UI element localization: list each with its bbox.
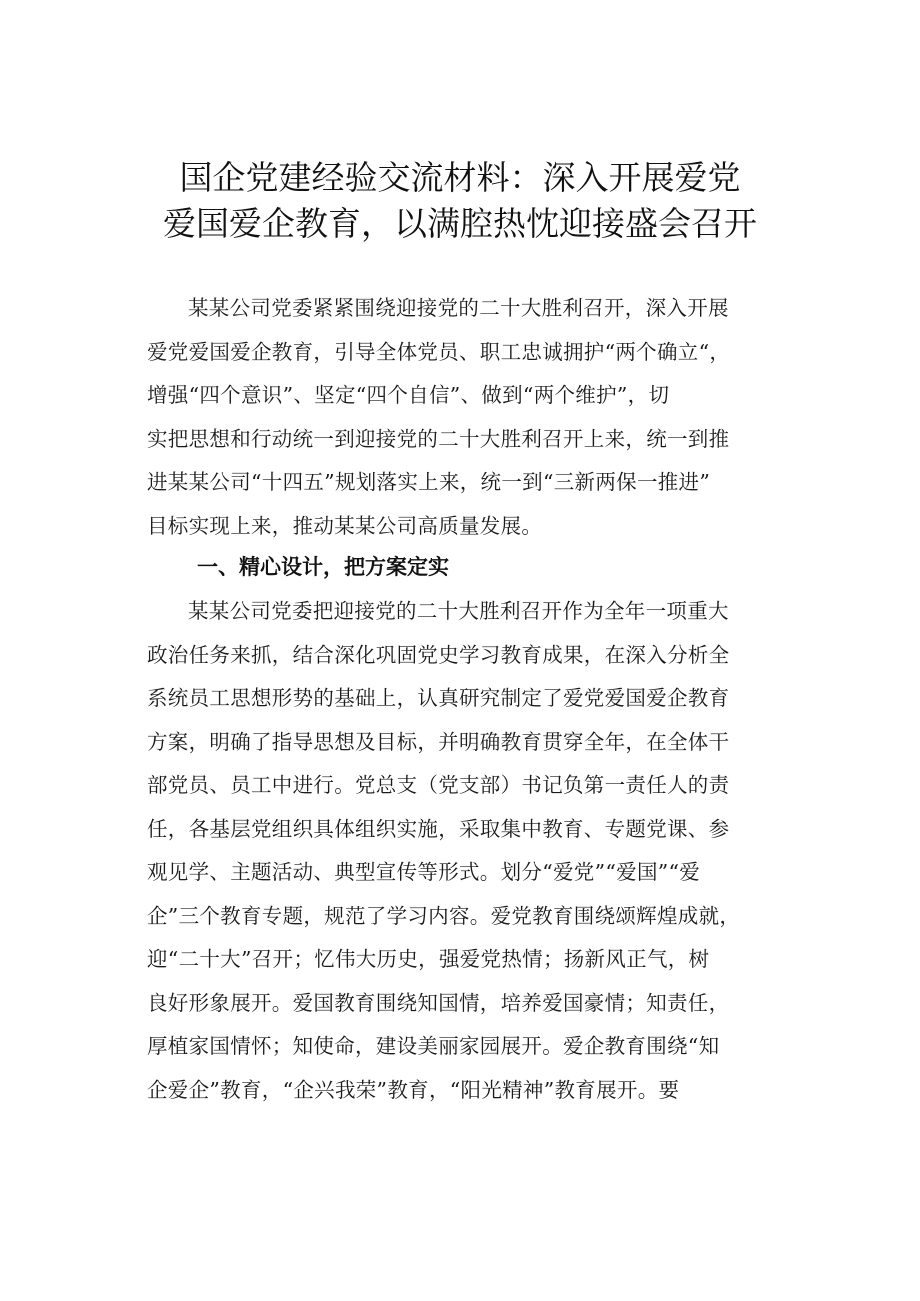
paragraph-line: 部党员、员工中进行。党总支（党支部）书记负第一责任人的责 <box>147 773 730 797</box>
paragraph-line: 某某公司党委紧紧围绕迎接党的二十大胜利召开，深入开展 <box>188 296 729 320</box>
paragraph-line: 企”三个教育专题，规范了学习内容。爱党教育围绕颂辉煌成就， <box>147 903 741 928</box>
paragraph-line: 某某公司党委把迎接党的二十大胜利召开作为全年一项重大 <box>188 599 729 623</box>
title-line: 国企党建经验交流材料：深入开展爱党 <box>179 158 741 197</box>
paragraph-line: 实把思想和行动统一到迎接党的二十大胜利召开上来，统一到推 <box>147 426 730 451</box>
paragraph-line: 系统员工思想形势的基础上，认真研究制定了爱党爱国爱企教育 <box>147 686 730 710</box>
paragraph-line: 增强“四个意识”、坚定“四个自信”、做到“两个维护”，切 <box>147 383 670 407</box>
paragraph-line: 进某某公司“十四五”规划落实上来，统一到“三新两保一推进” <box>147 470 711 494</box>
title-line: 爱国爱企教育，以满腔热忱迎接盛会召开 <box>163 204 757 243</box>
paragraph-line: 良好形象展开。爱国教育围绕知国情，培养爱国豪情；知责任， <box>147 990 730 1015</box>
paragraph-line: 任，各基层党组织具体组织实施，采取集中教育、专题党课、参 <box>147 816 730 841</box>
paragraph-line: 迎“二十大”召开；忆伟大历史，强爱党热情；扬新风正气，树 <box>147 947 710 971</box>
intro-paragraph <box>147 287 807 548</box>
paragraph-line: 观见学、主题活动、典型宣传等形式。划分“爱党”“爱国”“爱 <box>147 860 701 884</box>
paragraph-line: 目标实现上来，推动某某公司高质量发展。 <box>147 513 543 538</box>
document-title <box>100 155 820 247</box>
paragraph-line: 厚植家国情怀；知使命，建设美丽家园展开。爱企教育围绕“知 <box>147 1034 720 1058</box>
paragraph-line: 政治任务来抓，结合深化巩固党史学习教育成果，在深入分析全 <box>147 642 730 667</box>
section-1-paragraph <box>147 590 807 1112</box>
paragraph-line: 企爱企”教育，“企兴我荣”教育，“阳光精神”教育展开。要 <box>147 1077 680 1102</box>
paragraph-line: 爱党爱国爱企教育，引导全体党员、职工忠诚拥护“两个确立“， <box>147 339 731 364</box>
paragraph-line: 方案，明确了指导思想及目标，并明确教育贯穿全年，在全体干 <box>147 729 730 754</box>
section-heading: 一、精心设计，把方案定实 <box>197 555 449 579</box>
